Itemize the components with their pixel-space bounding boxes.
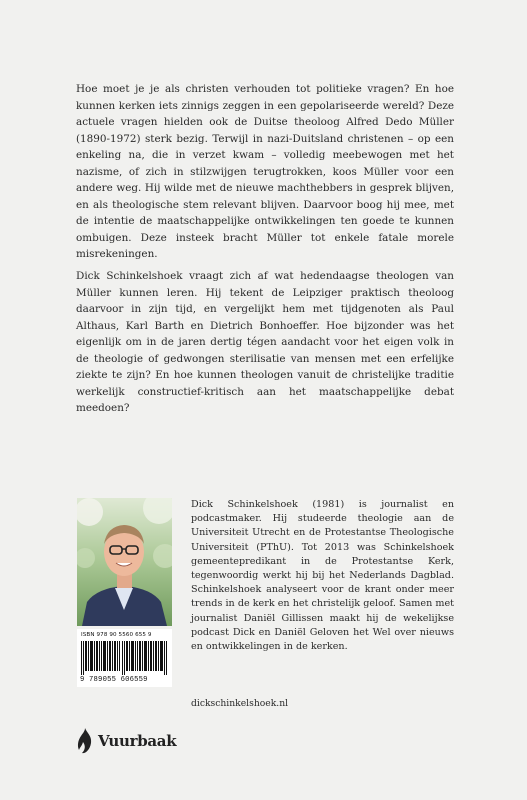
- author-portrait: [77, 498, 172, 626]
- barcode-icon: [81, 641, 168, 675]
- description-paragraph-2: Dick Schinkelshoek vraagt zich af wat hedendaagse theologen van Müller kunnen leren. Hij tekent de Leipziger praktisch theoloog daarvoor in zijn tijd, en vergelijkt hem met tijdgenoten als Paul Althaus, Karl Barth en Dietrich Bonhoeffer. Hoe bijzonder was het eigenlijk om in de jaren dertig tégen aandacht voor het eigen volk in de theologie of gedwongen sterilisatie van mensen met een erfelijke ziekte te zijn? En hoe kunnen theologen vanuit de christelijke traditie werkelijk constructief-kritisch aan het maatschappelijke debat meedoen?: [76, 270, 454, 414]
- barcode-number: 9 789055 606559: [80, 676, 148, 684]
- author-website: dickschinkelshoek.nl: [191, 698, 289, 709]
- isbn-barcode-box: [77, 629, 172, 687]
- flame-icon: [77, 728, 93, 754]
- isbn-label: ISBN 978 90 5560 655 9: [81, 632, 152, 638]
- publisher-logo: [77, 726, 176, 756]
- author-bio: Dick Schinkelshoek (1981) is journalist en podcastmaker. Hij studeerde theologie aan de Universiteit Utrecht en de Protestantse Theologische Universiteit (PThU). Tot 2013 was Schinkelshoek gemeentepredikant in de Protestantse Kerk, tegenwoordig werkt hij bij het Nederlands Dagblad. Schinkelshoek analyseert voor de krant onder meer trends in de kerk en het christelijk geloof. Samen met journalist Daniël Gillissen maakt hij de wekelijkse podcast Dick en Daniël Geloven het Wel over nieuws en ontwikkelingen in de kerken.: [191, 499, 454, 653]
- author-photo: [77, 498, 172, 626]
- description-paragraph-1: Hoe moet je je als christen verhouden tot politieke vragen? En hoe kunnen kerken iets zinnigs zeggen in een gepolariseerde wereld? Deze actuele vragen hielden ook de Duitse theoloog Alfred Dedo Müller (1890-1972) sterk bezig. Terwijl in nazi-Duitsland christenen – op een enkeling na, die in verzet kwam – volledig meebewogen met het nazisme, of zich in stilzwijgen terugtrokken, koos Müller voor een andere weg. Hij wilde met de nieuwe machthebbers in gesprek blijven, en als theologische stem relevant blijven. Daarvoor boog hij mee, met de intentie de maatschappelijke ontwikkelingen ten goede te kunnen ombuigen. Deze insteek bracht Müller tot enkele fatale morele misrekeningen.: [76, 83, 454, 260]
- publisher-name: Vuurbaak: [98, 732, 177, 750]
